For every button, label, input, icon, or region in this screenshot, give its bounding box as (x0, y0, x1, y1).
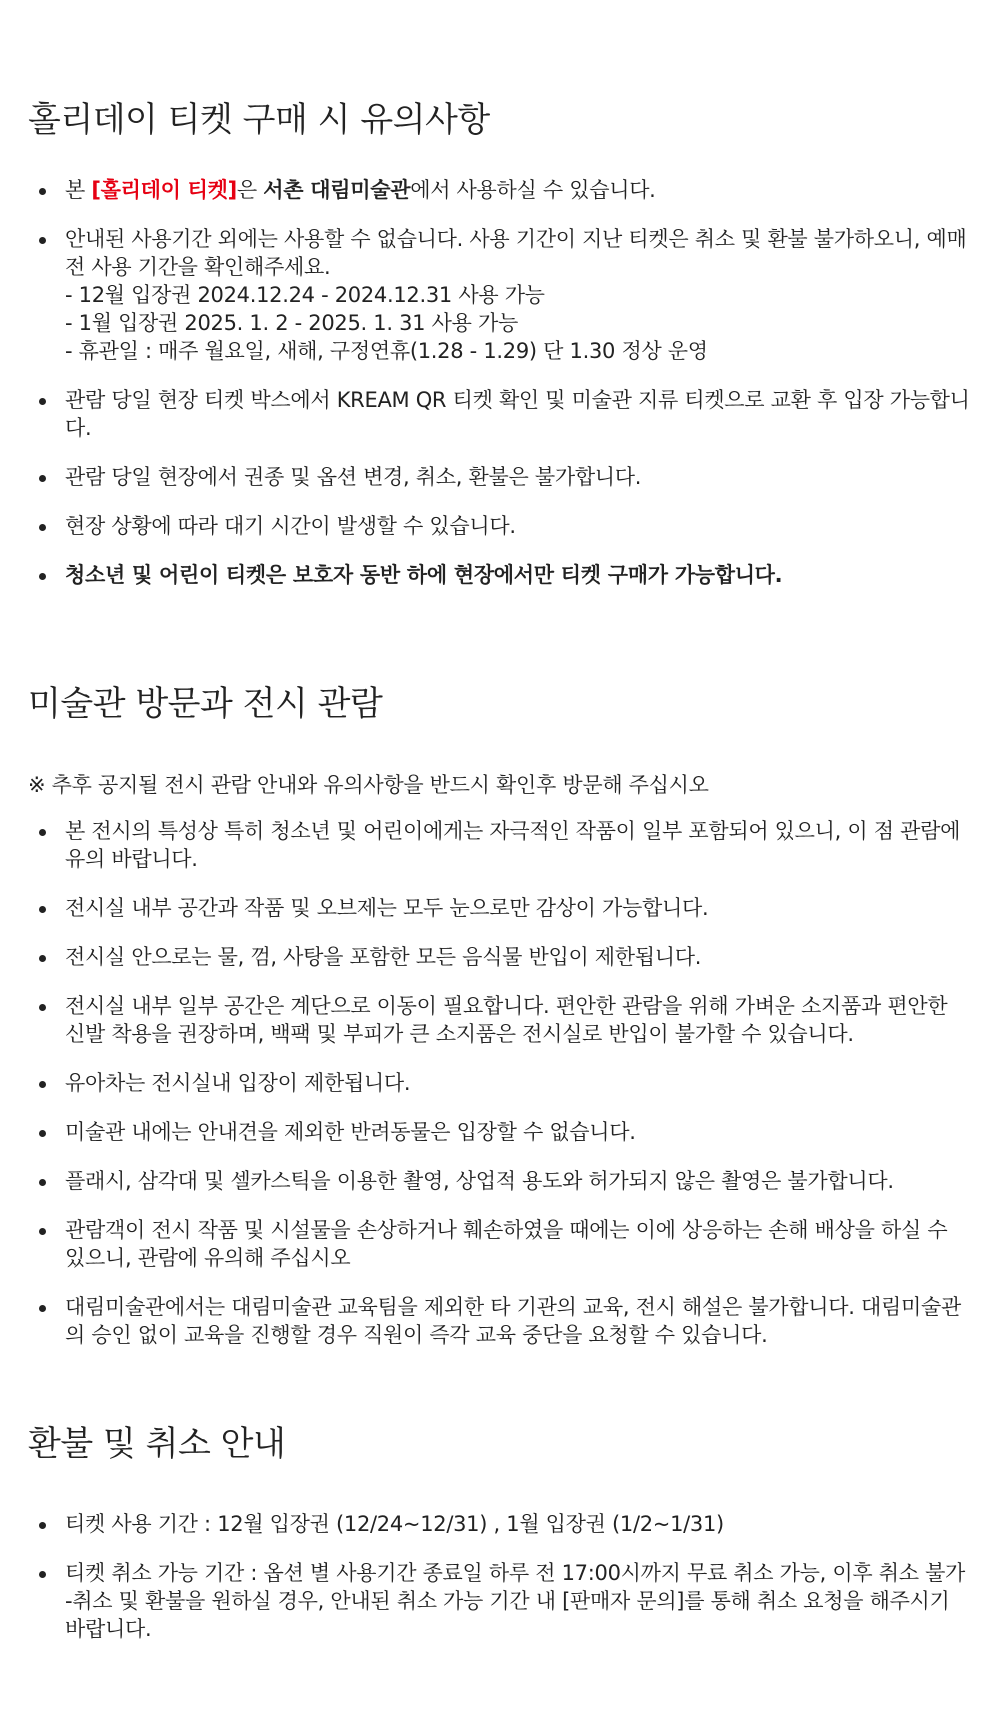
item-text: 전시실 내부 일부 공간은 계단으로 이동이 필요합니다. 편안한 관람을 위해 가벼운 소지품과 편안한 (65, 994, 948, 1018)
item-text: 본 (65, 178, 92, 202)
visit-rules-list (28, 817, 978, 1349)
item-text: 안내된 사용기간 외에는 사용할 수 없습니다. 사용 기간이 지난 티켓은 취소 및 환불 불가하오니, 예매 (65, 227, 967, 251)
section-holiday-ticket (28, 98, 978, 610)
item-text: -취소 및 환불을 원하실 경우, 안내된 취소 가능 기간 내 [판매자 문의]를 통해 취소 요청을 해주시기 (65, 1589, 950, 1613)
item-text: 유아차는 전시실내 입장이 제한됩니다. (65, 1071, 411, 1095)
item-text: 관람 당일 현장에서 권종 및 옵션 변경, 취소, 환불은 불가합니다. (65, 465, 642, 489)
list-item (28, 992, 978, 1048)
item-text: 있으니, 관람에 유의해 주십시오 (65, 1246, 351, 1270)
notice-list (28, 176, 978, 589)
item-text: 관람 당일 현장 티켓 박스에서 KREAM QR 티켓 확인 및 미술관 지류 티켓으로 교환 후 입장 가능합니 (65, 388, 970, 412)
item-text: 전시실 안으로는 물, 껌, 사탕을 포함한 모든 음식물 반입이 제한됩니다. (65, 945, 702, 969)
item-text: 유의 바랍니다. (65, 847, 198, 871)
item-text: 전시실 내부 공간과 작품 및 오브제는 모두 눈으로만 감상이 가능합니다. (65, 896, 709, 920)
list-item (28, 512, 978, 540)
section-title: 환불 및 취소 안내 (28, 1424, 286, 1464)
section-title: 홀리데이 티켓 구매 시 유의사항 (28, 100, 490, 140)
list-item (28, 1069, 978, 1097)
list-item (28, 894, 978, 922)
section-museum-visit (28, 682, 978, 1370)
list-item (28, 561, 978, 589)
item-text: 신발 착용을 권장하며, 백팩 및 부피가 큰 소지품은 전시실로 반입이 불가할 수 있습니다. (65, 1022, 854, 1046)
item-text: 에서 사용하실 수 있습니다. (410, 178, 656, 202)
item-text: 관람객이 전시 작품 및 시설물을 손상하거나 훼손하였을 때에는 이에 상응하는 손해 배상을 하실 수 (65, 1218, 948, 1242)
item-text: 플래시, 삼각대 및 셀카스틱을 이용한 촬영, 상업적 용도와 허가되지 않은 촬영은 불가합니다. (65, 1169, 894, 1193)
item-text-bold: 청소년 및 어린이 티켓은 보호자 동반 하에 현장에서만 티켓 구매가 가능합니다. (65, 563, 783, 587)
list-item (28, 463, 978, 491)
list-item (28, 1118, 978, 1146)
item-text: 티켓 사용 기간 : 12월 입장권 (12/24~12/31) , 1월 입장권 (1/2~1/31) (65, 1512, 724, 1536)
venue-name: 서촌 대림미술관 (263, 178, 411, 202)
item-text: 은 (236, 178, 264, 202)
list-item (28, 1293, 978, 1349)
ticket-name-highlight: [홀리데이 티켓] (91, 178, 237, 202)
item-text: - 12월 입장권 2024.12.24 - 2024.12.31 사용 가능 (65, 283, 545, 307)
item-text: 미술관 내에는 안내견을 제외한 반려동물은 입장할 수 없습니다. (65, 1120, 636, 1144)
refund-list (28, 1510, 978, 1643)
item-text: 의 승인 없이 교육을 진행할 경우 직원이 즉각 교육 중단을 요청할 수 있습니다. (65, 1323, 768, 1347)
list-item (28, 386, 978, 442)
list-item (28, 1216, 978, 1272)
list-item (28, 817, 978, 873)
item-text: 다. (65, 416, 92, 440)
section-title: 미술관 방문과 전시 관람 (28, 684, 383, 724)
section-refund-cancel (28, 1422, 978, 1664)
list-item (28, 943, 978, 971)
item-text: 바랍니다. (65, 1617, 152, 1641)
list-item (28, 1510, 978, 1538)
item-text: - 휴관일 : 매주 월요일, 새해, 구정연휴(1.28 - 1.29) 단 1.30 정상 운영 (65, 339, 708, 363)
item-text: - 1월 입장권 2025. 1. 2 - 2025. 1. 31 사용 가능 (65, 311, 518, 335)
list-item (28, 1167, 978, 1195)
item-text: 본 전시의 특성상 특히 청소년 및 어린이에게는 자극적인 작품이 일부 포함되어 있으니, 이 점 관람에 (65, 819, 961, 843)
visit-notice: ※ 추후 공지될 전시 관람 안내와 유의사항을 반드시 확인후 방문해 주십시오 (28, 773, 709, 797)
list-item (28, 176, 978, 204)
list-item (28, 225, 978, 365)
item-text: 티켓 취소 가능 기간 : 옵션 별 사용기간 종료일 하루 전 17:00시까지 무료 취소 가능, 이후 취소 불가 (65, 1561, 966, 1585)
item-text: 대림미술관에서는 대림미술관 교육팀을 제외한 타 기관의 교육, 전시 해설은 불가합니다. 대림미술관 (65, 1295, 961, 1319)
item-text: 전 사용 기간을 확인해주세요. (65, 255, 331, 279)
list-item (28, 1559, 978, 1643)
item-text: 현장 상황에 따라 대기 시간이 발생할 수 있습니다. (65, 514, 516, 538)
